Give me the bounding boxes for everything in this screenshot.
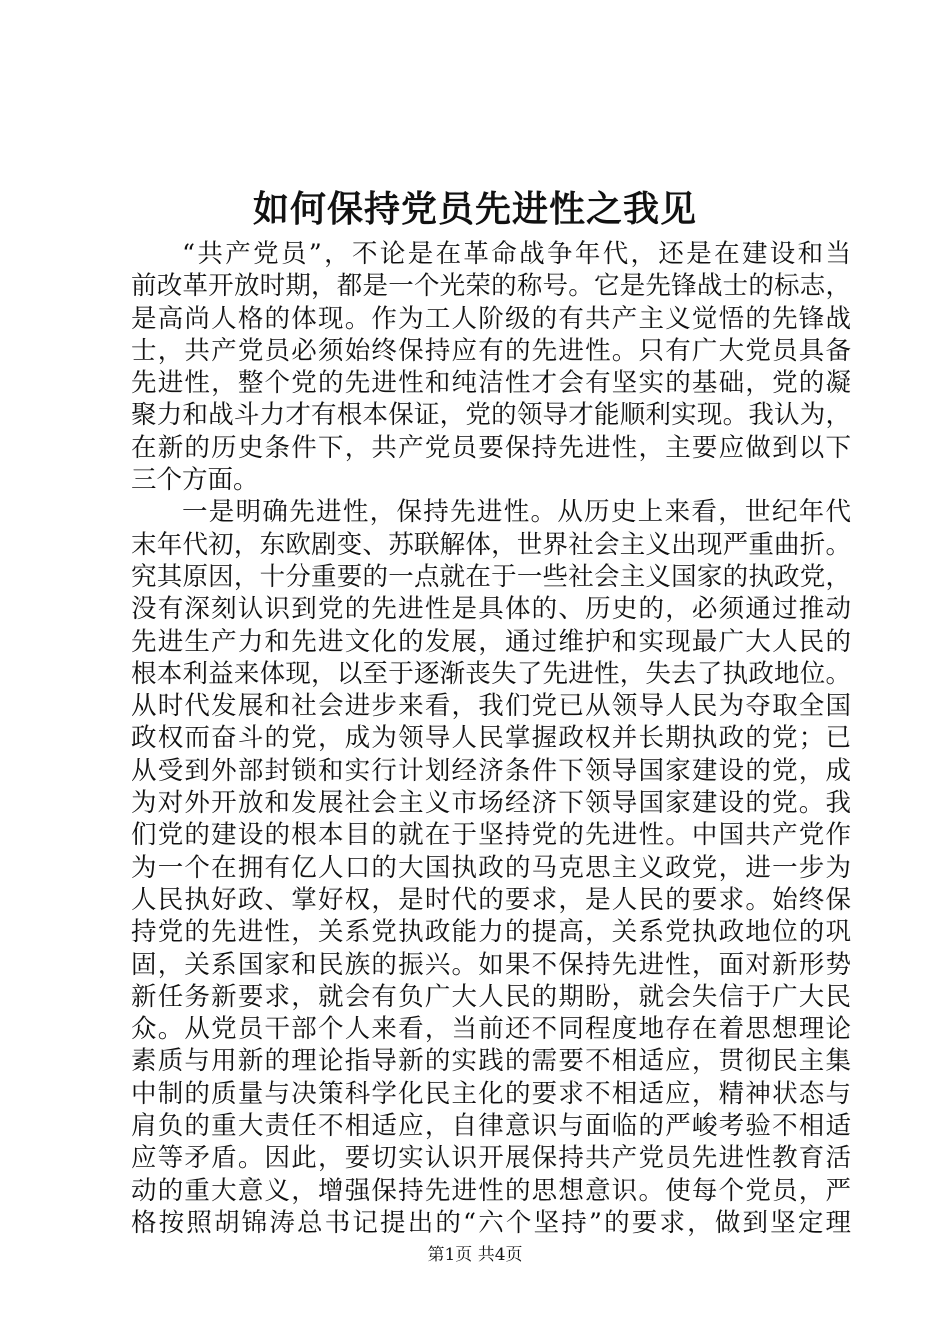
text-line: “共产党员”，不论是在革命战争年代，还是在建设和当 — [182, 239, 851, 269]
document-body — [131, 238, 851, 1239]
document-title: 如何保持党员先进性之我见 — [252, 188, 697, 230]
text-line: 究其原因，十分重要的一点就在于一些社会主义国家的执政党， — [131, 561, 851, 592]
text-line: 应等矛盾。因此，要切实认识开展保持共产党员先进性教育活 — [131, 1143, 851, 1174]
text-line: 末年代初，东欧剧变、苏联解体，世界社会主义出现严重曲折。 — [131, 529, 851, 560]
text-line: 士，共产党员必须始终保持应有的先进性。只有广大党员具备 — [131, 335, 851, 366]
text-line: 肩负的重大责任不相适应，自律意识与面临的严峻考验不相适 — [131, 1111, 851, 1142]
paragraph-1 — [131, 238, 851, 496]
text-line: 一是明确先进性，保持先进性。从历史上来看，世纪年代 — [182, 497, 851, 528]
text-line: 三个方面。 — [131, 465, 259, 496]
text-line: 先进生产力和先进文化的发展，通过维护和实现最广大人民的 — [131, 626, 851, 657]
text-line: 持党的先进性，关系党执政能力的提高，关系党执政地位的巩 — [131, 917, 851, 948]
text-line: 政权而奋斗的党，成为领导人民掌握政权并长期执政的党；已 — [131, 723, 851, 754]
text-line: 固，关系国家和民族的振兴。如果不保持先进性，面对新形势 — [131, 949, 851, 980]
text-line: 素质与用新的理论指导新的实践的需要不相适应，贯彻民主集 — [131, 1046, 851, 1077]
text-line: 聚力和战斗力才有根本保证，党的领导才能顺利实现。我认为， — [131, 400, 851, 431]
text-line: 格按照胡锦涛总书记提出的“六个坚持”的要求，做到坚定理 — [131, 1207, 851, 1238]
text-line: 前改革开放时期，都是一个光荣的称号。它是先锋战士的标志， — [131, 271, 851, 302]
paragraph-2 — [131, 496, 851, 1239]
text-line: 众。从党员干部个人来看，当前还不同程度地存在着思想理论 — [131, 1014, 851, 1045]
page-number: 第1页 共4页 — [427, 1245, 523, 1265]
text-line: 先进性，整个党的先进性和纯洁性才会有坚实的基础，党的凝 — [131, 368, 851, 399]
text-line: 动的重大意义，增强保持先进性的思想意识。使每个党员，严 — [131, 1175, 851, 1206]
text-line: 在新的历史条件下，共产党员要保持先进性，主要应做到以下 — [131, 432, 851, 463]
text-line: 们党的建设的根本目的就在于坚持党的先进性。中国共产党作 — [131, 820, 851, 851]
text-line: 中制的质量与决策科学化民主化的要求不相适应，精神状态与 — [131, 1078, 851, 1109]
text-line: 人民执好政、掌好权，是时代的要求，是人民的要求。始终保 — [131, 884, 851, 915]
text-line: 新任务新要求，就会有负广大人民的期盼，就会失信于广大民 — [131, 981, 851, 1012]
page-footer — [0, 1243, 950, 1267]
text-line: 为对外开放和发展社会主义市场经济下领导国家建设的党。我 — [131, 788, 851, 819]
text-line: 从时代发展和社会进步来看，我们党已从领导人民为夺取全国 — [131, 691, 851, 722]
text-line: 从受到外部封锁和实行计划经济条件下领导国家建设的党，成 — [131, 755, 851, 786]
text-line: 根本利益来体现，以至于逐渐丧失了先进性，失去了执政地位。 — [131, 658, 851, 689]
text-line: 是高尚人格的体现。作为工人阶级的有共产主义觉悟的先锋战 — [131, 303, 851, 334]
text-line: 没有深刻认识到党的先进性是具体的、历史的，必须通过推动 — [131, 594, 851, 625]
text-line: 为一个在拥有亿人口的大国执政的马克思主义政党，进一步为 — [131, 852, 851, 883]
